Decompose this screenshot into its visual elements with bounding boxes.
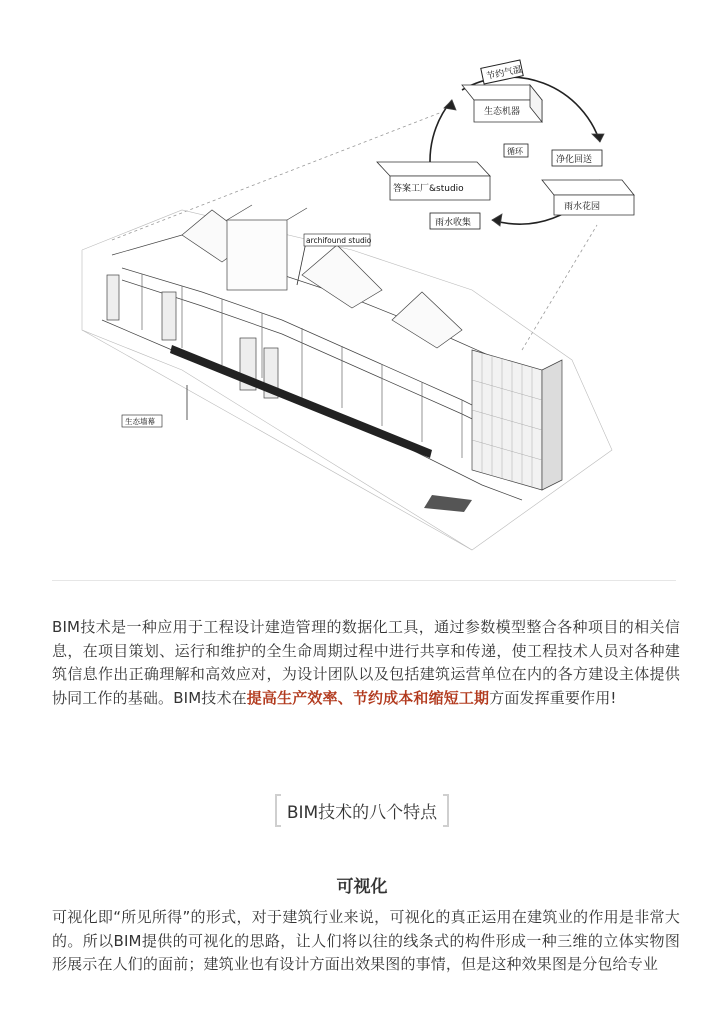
label-archifound: archifound studio <box>306 236 372 245</box>
label-rain-collect: 雨水收集 <box>435 218 472 228</box>
label-cycle: 循环 <box>507 147 523 156</box>
intro-text: BIM技术是一种应用于工程设计建造管理的数据化工具，通过参数模型整合各种项目的相关信息，在项目策划、运行和维护的全生命周期过程中进行共享和传递，使工程技术人员对各种建筑信息作出正确理解和高效应对，为设计团队以及包括建筑运营单位在内的各方建设主体提供协同工作的基础。BIM技术在 <box>52 618 680 707</box>
label-studio: 答案工厂&studio <box>393 184 464 194</box>
section-title: BIM技术的八个特点 <box>275 794 449 827</box>
label-top-box: 节约气温 <box>485 64 524 83</box>
label-eco-engine: 生态机器 <box>484 107 521 117</box>
intro-text-end: 方面发挥重要作用! <box>489 688 617 707</box>
architecture-diagram <box>52 30 672 560</box>
label-eco-wall: 生态墙幕 <box>125 417 155 426</box>
divider <box>52 580 676 581</box>
label-purify: 净化回送 <box>556 155 593 165</box>
intro-paragraph <box>52 616 680 710</box>
intro-highlight: 提高生产效率、节约成本和缩短工期 <box>246 688 490 707</box>
visualization-paragraph: 可视化即“所见所得”的形式，对于建筑行业来说，可视化的真正运用在建筑业的作用是非常大的。所以BIM提供的可视化的思路，让人们将以往的线条式的构件形成一种三维的立体实物图形展示在人们的面前；建筑业也有设计方面出效果图的事情，但是这种效果图是分包给专业 <box>52 908 680 974</box>
subheading-visualization: 可视化 <box>336 877 388 897</box>
label-rain-garden: 雨水花园 <box>564 202 601 212</box>
